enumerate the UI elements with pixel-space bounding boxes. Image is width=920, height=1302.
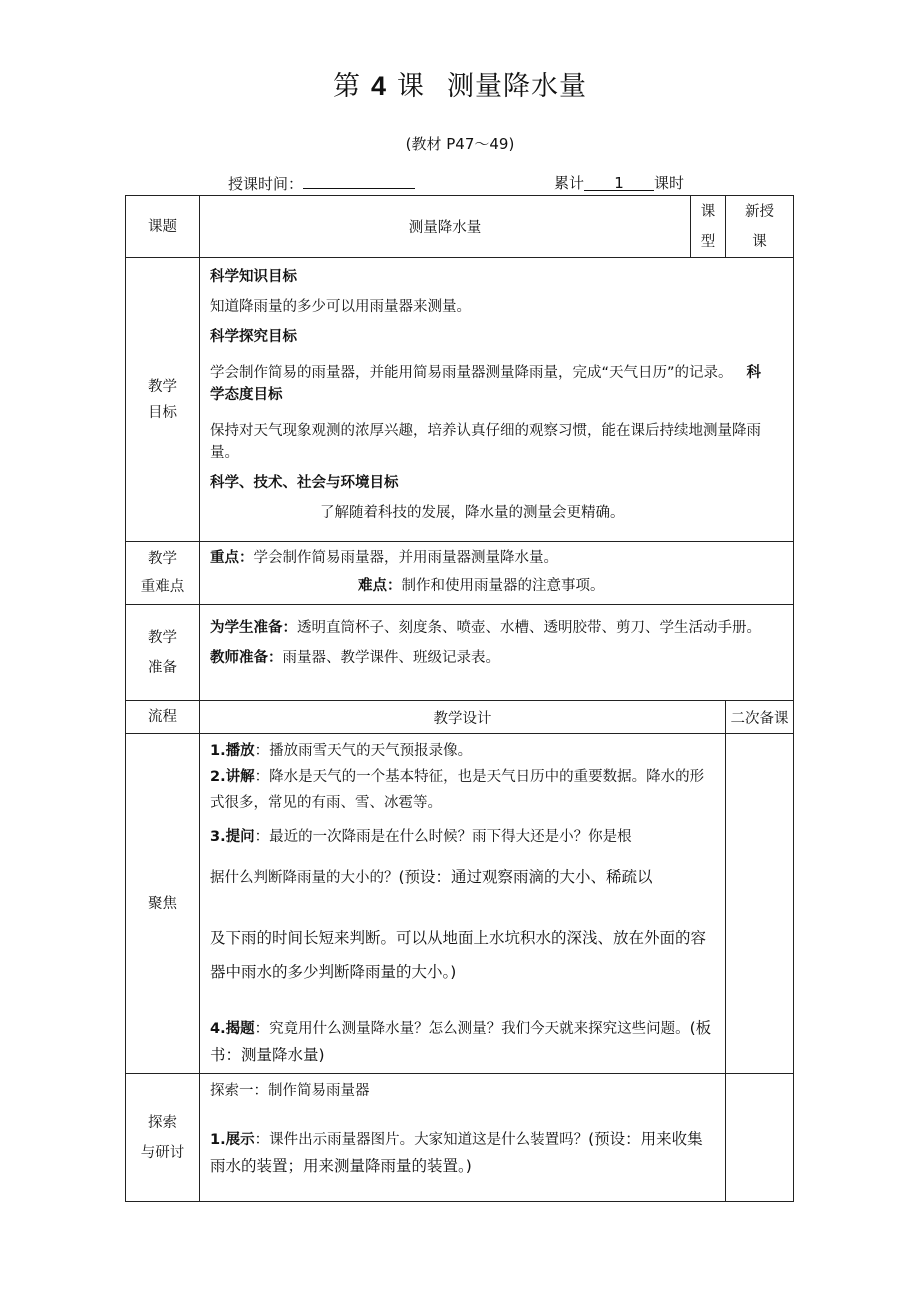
lesson-type-value bbox=[726, 196, 794, 258]
key-points-label-line2: 重难点 bbox=[140, 579, 185, 595]
focus-step-2-text: ：降水是天气的一个基本特征，也是天气日历中的重要数据。降水的形式很多，常见的有雨、雪、冰雹等。 bbox=[210, 769, 705, 811]
explore-step-1-text: ：课件出示雨量器图片。大家知道这是什么装置吗？ bbox=[254, 1132, 589, 1148]
column-header-row bbox=[126, 701, 794, 734]
explore-step-1-label: 1.展示 bbox=[210, 1132, 255, 1148]
attitude-objective-title: 学态度目标 bbox=[210, 387, 283, 403]
knowledge-objective-text: 知道降雨量的多少可以用雨量器来测量。 bbox=[210, 299, 471, 315]
teaching-time-blank bbox=[303, 172, 415, 189]
lesson-type-label-line2: 型 bbox=[700, 233, 716, 250]
focus-step-4-label: 4.揭题 bbox=[210, 1021, 255, 1037]
key-points-row bbox=[126, 542, 794, 605]
preparation-row bbox=[126, 605, 794, 701]
column-process: 流程 bbox=[126, 701, 200, 734]
explore-label-line2: 与研讨 bbox=[140, 1144, 185, 1161]
inquiry-objective-title: 科学探究目标 bbox=[210, 329, 297, 345]
key-points-label-line1: 教学 bbox=[148, 551, 177, 567]
focus-step-3-preset-a: (预设：通过观察雨滴的大小、稀疏以 bbox=[398, 868, 653, 886]
title-unit: 课 bbox=[397, 71, 426, 102]
preparation-content bbox=[200, 605, 794, 701]
focus-label: 聚焦 bbox=[126, 734, 200, 1074]
stse-objective-title: 科学、技术、社会与环境目标 bbox=[210, 475, 399, 491]
focus-step-3-text-b: 据什么判断降雨量的大小的？ bbox=[210, 870, 399, 886]
topic-row bbox=[126, 196, 794, 258]
key-points-content bbox=[200, 542, 794, 605]
objectives-content bbox=[200, 258, 794, 542]
attitude-title-start: 科 bbox=[746, 365, 762, 381]
explore-label-line1: 探索 bbox=[148, 1114, 177, 1131]
knowledge-objective-title: 科学知识目标 bbox=[210, 269, 297, 285]
cumulative-hours bbox=[554, 172, 684, 193]
objectives-label-line1: 教学 bbox=[148, 378, 177, 395]
lesson-type-value-line1: 新授 bbox=[745, 203, 774, 220]
lesson-plan-table bbox=[125, 195, 794, 1202]
inquiry-objective-text bbox=[210, 362, 785, 384]
teacher-preparation-label: 教师准备： bbox=[210, 650, 283, 666]
lesson-type-label bbox=[691, 196, 726, 258]
focus-step-4 bbox=[210, 1015, 717, 1069]
teaching-time-label: 授课时间： bbox=[228, 175, 304, 193]
focus-step-4-text: ：究竟用什么测量降水量？怎么测量？我们今天就来探究这些问题。 bbox=[254, 1021, 690, 1037]
topic-label: 课题 bbox=[126, 196, 200, 258]
explore-second-notes[interactable] bbox=[726, 1074, 794, 1202]
student-preparation-text: 透明直筒杯子、刻度条、喷壶、水槽、透明胶带、剪刀、学生活动手册。 bbox=[297, 620, 761, 636]
explore-label bbox=[126, 1074, 200, 1202]
preparation-label-line2: 准备 bbox=[148, 659, 177, 676]
objectives-label bbox=[126, 258, 200, 542]
focus-step-3-preset-b: 及下雨的时间长短来判断。可以从地面上水坑积水的深浅、放在外面的容器中雨水的多少判断降雨量的大小。) bbox=[210, 929, 707, 981]
topic-value: 测量降水量 bbox=[200, 196, 691, 258]
explore-row bbox=[126, 1074, 794, 1202]
key-point-label: 重点： bbox=[210, 550, 254, 566]
difficult-point bbox=[210, 572, 785, 600]
stse-objective-text: 了解随着科技的发展，降水量的测量会更精确。 bbox=[320, 505, 625, 521]
objectives-label-line2: 目标 bbox=[148, 404, 177, 421]
lesson-type-label-line1: 课 bbox=[700, 203, 716, 220]
explore-content bbox=[200, 1074, 726, 1202]
title-prefix: 第 bbox=[332, 71, 361, 102]
teacher-preparation-text: 雨量器、教学课件、班级记录表。 bbox=[282, 650, 500, 666]
textbook-pages: (教材 P47～49) bbox=[405, 135, 515, 153]
preparation-label bbox=[126, 605, 200, 701]
lesson-title bbox=[0, 64, 920, 103]
focus-step-2 bbox=[210, 764, 717, 816]
focus-step-3-cont bbox=[210, 864, 717, 891]
focus-step-3-text-a: ：最近的一次降雨是在什么时候？雨下得大还是小？你是根 bbox=[254, 829, 632, 845]
student-preparation bbox=[210, 617, 785, 639]
focus-second-notes[interactable] bbox=[726, 734, 794, 1074]
title-name: 测量降水量 bbox=[447, 71, 588, 102]
inquiry-objective-text-body: 学会制作简易的雨量器，并能用简易雨量器测量降雨量，完成“天气日历”的记录。 bbox=[210, 365, 733, 381]
focus-step-3 bbox=[210, 824, 717, 850]
focus-row bbox=[126, 734, 794, 1074]
teacher-preparation bbox=[210, 647, 785, 669]
cumulative-value: 1 bbox=[584, 174, 654, 191]
key-point bbox=[210, 544, 785, 572]
explore-step-1 bbox=[210, 1126, 717, 1180]
focus-step-3-label: 3.提问 bbox=[210, 829, 255, 845]
difficult-point-text: 制作和使用雨量器的注意事项。 bbox=[401, 578, 605, 594]
preparation-label-line1: 教学 bbox=[148, 629, 177, 646]
focus-step-1 bbox=[210, 738, 717, 764]
difficult-point-label: 难点： bbox=[358, 578, 402, 594]
key-points-label bbox=[126, 542, 200, 605]
column-second: 二次备课 bbox=[726, 701, 794, 734]
focus-content bbox=[200, 734, 726, 1074]
cumulative-unit: 课时 bbox=[654, 174, 685, 192]
lesson-number: 4 bbox=[370, 71, 388, 101]
student-preparation-label: 为学生准备： bbox=[210, 620, 297, 636]
attitude-objective-text: 保持对天气现象观测的浓厚兴趣，培养认真仔细的观察习惯，能在课后持续地测量降雨量。 bbox=[210, 423, 761, 461]
explore-step-1-preset: (预设：用来收集雨水的装置；用来测量降雨量的装置。) bbox=[210, 1130, 703, 1175]
focus-step-4-board: (板书：测量降水量) bbox=[210, 1019, 712, 1064]
focus-step-1-text: ：播放雨雪天气的天气预报录像。 bbox=[254, 743, 473, 759]
focus-step-2-label: 2.讲解 bbox=[210, 769, 255, 785]
focus-step-1-label: 1.播放 bbox=[210, 743, 255, 759]
explore-heading: 探索一：制作简易雨量器 bbox=[210, 1083, 370, 1099]
column-design: 教学设计 bbox=[200, 701, 726, 734]
teaching-time bbox=[228, 172, 415, 194]
cumulative-label: 累计 bbox=[554, 174, 585, 192]
objectives-row bbox=[126, 258, 794, 542]
key-point-text: 学会制作简易雨量器，并用雨量器测量降水量。 bbox=[253, 550, 558, 566]
lesson-type-value-line2: 课 bbox=[752, 233, 767, 250]
